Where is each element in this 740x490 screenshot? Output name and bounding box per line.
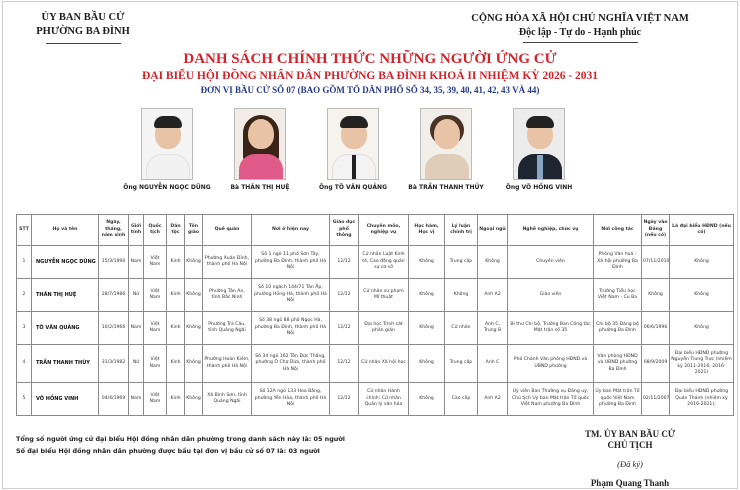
table-header-row xyxy=(17,215,734,246)
cell-workplace: Trường Tiểu học Việt Nam - Cu Ba xyxy=(594,279,642,312)
cell-degree: Không xyxy=(409,345,445,383)
cell-hdnd: Không xyxy=(670,312,734,345)
table-row xyxy=(17,383,734,416)
cell-hdnd: Đại biểu HĐND phường Nguyễn Trung Trực (nhiệm kỳ 2011-2016; 2016-2021) xyxy=(670,345,734,383)
cell-ethnicity: Kinh xyxy=(167,312,185,345)
cell-religion: Không xyxy=(185,345,203,383)
summary-total-candidates: Tổng số người ứng cử đại biểu Hội đồng nhân dân phường trong danh sách này là: 05 người xyxy=(16,435,345,443)
cell-education: 12/12 xyxy=(330,312,359,345)
cell-nationality: Việt Nam xyxy=(144,246,167,279)
col-header: Giáo dục phổ thông xyxy=(330,215,359,246)
col-header: Họ và tên xyxy=(32,215,99,246)
cell-hometown: Phường Hoàn Kiếm, thành phố Hà Nội xyxy=(203,345,252,383)
cell-degree: Không xyxy=(409,246,445,279)
cell-name: THÂN THỊ HUỆ xyxy=(32,279,99,312)
cell-degree: Không xyxy=(409,279,445,312)
candidate-photo xyxy=(141,108,193,180)
cell-residence: Số 38 ngõ 88 phố Ngọc Hà, phường Ba Đình, thành phố Hà Nội xyxy=(252,312,330,345)
cell-specialty: Cử nhân Xã hội học xyxy=(359,345,409,383)
nation-motto: Độc lập - Tự do - Hạnh phúc xyxy=(518,27,642,38)
signatory-name: Phạm Quang Thanh xyxy=(590,478,670,488)
cell-nationality: Việt Nam xyxy=(144,312,167,345)
cell-education: 12/12 xyxy=(330,246,359,279)
cell-gender: Nam xyxy=(129,383,144,416)
org-line-1: ỦY BAN BẦU CỬ xyxy=(41,12,125,23)
col-header: Nơi công tác xyxy=(594,215,642,246)
candidate-card xyxy=(215,108,305,191)
candidate-table xyxy=(16,214,734,416)
issuing-organization xyxy=(18,11,148,44)
cell-language: Anh A2 xyxy=(478,279,508,312)
table-row xyxy=(17,279,734,312)
cell-occupation: Bí thư Chi bộ, Trưởng Ban Công tác Mặt trận số 35 xyxy=(508,312,594,345)
candidate-summary xyxy=(16,433,345,457)
cell-education: 12/12 xyxy=(330,383,359,416)
candidate-photos xyxy=(110,108,630,203)
cell-workplace: Văn phòng HĐND và UBND phường Ba Đình xyxy=(594,345,642,383)
cell-gender: Nam xyxy=(129,312,144,345)
cell-religion: Không xyxy=(185,312,203,345)
cell-degree: Không xyxy=(409,312,445,345)
candidate-caption: Ông VÕ HỒNG VINH xyxy=(505,184,573,191)
cell-residence: Số 34 ngõ 162 Tôn Đức Thắng, phường Ô Chợ Dừa, thành phố Hà Nội xyxy=(252,345,330,383)
candidate-card xyxy=(122,108,212,191)
document-title xyxy=(0,50,740,97)
col-header: Quốc tịch xyxy=(144,215,167,246)
cell-stt: 4 xyxy=(17,345,32,383)
title-line-2: ĐẠI BIỂU HỘI ĐỒNG NHÂN DÂN PHƯỜNG BA ĐÌNH KHOÁ II NHIỆM KỲ 2026 - 2031 xyxy=(141,70,599,82)
cell-party-date: 07/11/2010 xyxy=(642,246,670,279)
col-header: STT xyxy=(17,215,32,246)
cell-workplace: Chi bộ 35 Đảng bộ phường Ba Đình xyxy=(594,312,642,345)
cell-hometown: Xã Bình Sơn, tỉnh Quảng Ngãi xyxy=(203,383,252,416)
cell-education: 12/12 xyxy=(330,345,359,383)
summary-seats: Số đại biểu Hội đồng nhân dân phường được bầu tại đơn vị bầu cử số 07 là: 03 người xyxy=(16,447,320,455)
table-row xyxy=(17,246,734,279)
cell-hdnd: Không xyxy=(670,279,734,312)
cell-gender: Nam xyxy=(129,246,144,279)
cell-religion: Không xyxy=(185,279,203,312)
table-row xyxy=(17,312,734,345)
signature-title: CHỦ TỊCH xyxy=(607,440,653,450)
cell-language: Anh C xyxy=(478,345,508,383)
cell-politics: Trung cấp xyxy=(445,345,478,383)
cell-ethnicity: Kinh xyxy=(167,383,185,416)
nation-name: CỘNG HÒA XÃ HỘI CHỦ NGHĨA VIỆT NAM xyxy=(471,13,689,24)
candidate-photo xyxy=(420,108,472,180)
cell-hometown: Phường Xuân Đỉnh, thành phố Hà Nội xyxy=(203,246,252,279)
cell-stt: 5 xyxy=(17,383,32,416)
col-header: Nơi ở hiện nay xyxy=(252,215,330,246)
candidate-photo xyxy=(513,108,565,180)
cell-hdnd: Đại biểu HĐND phường Quán Thánh (nhiệm kỳ 2016-2021); xyxy=(670,383,734,416)
candidate-caption: Bà THÂN THỊ HUỆ xyxy=(230,184,290,191)
candidate-caption: Bà TRẦN THANH THỦY xyxy=(408,184,484,191)
col-header: Là đại biểu HĐND (nếu có) xyxy=(670,215,734,246)
cell-dob: 10/2/1966 xyxy=(99,312,129,345)
cell-specialty: Cử nhân sư phạm Mĩ thuật xyxy=(359,279,409,312)
cell-party-date: 02/11/2007 xyxy=(642,383,670,416)
title-line-1: DANH SÁCH CHÍNH THỨC NHỮNG NGƯỜI ỨNG CỬ xyxy=(183,51,557,67)
cell-party-date: 08/9/2009 xyxy=(642,345,670,383)
candidate-caption: Ông TÔ VĂN QUẢNG xyxy=(319,184,387,191)
col-header: Ngoại ngữ xyxy=(478,215,508,246)
title-line-3: ĐƠN VỊ BẦU CỬ SỐ 07 (BAO GỒM TỔ DÂN PHỐ SỐ 34, 35, 39, 40, 41, 42, 43 VÀ 44) xyxy=(200,85,540,95)
cell-occupation: Phó Chánh Văn phòng HĐND và UBND phường xyxy=(508,345,594,383)
cell-residence: Số 12A ngõ 133 Hoa Bằng, phường Yên Hòa, thành phố Hà Nội xyxy=(252,383,330,416)
cell-occupation: Uỷ viên Ban Thường vụ Đảng uỷ, Chủ tịch Uỷ ban Mặt trận Tổ quốc Việt Nam phường Ba Đình xyxy=(508,383,594,416)
cell-name: VÕ HỒNG VINH xyxy=(32,383,99,416)
cell-stt: 1 xyxy=(17,246,32,279)
cell-politics: Cao cấp xyxy=(445,383,478,416)
cell-residence: Số 10 ngách 144/71 Tân Ấp, phường Hồng Hà, thành phố Hà Nội xyxy=(252,279,330,312)
cell-gender: Nữ xyxy=(129,279,144,312)
cell-degree: Không xyxy=(409,383,445,416)
cell-dob: 31/3/1982 xyxy=(99,345,129,383)
cell-language: Anh C, Trung B xyxy=(478,312,508,345)
cell-dob: 04/4/1969 xyxy=(99,383,129,416)
cell-workplace: Ủy ban Mặt trận Tổ quốc Việt Nam phường Ba Đình xyxy=(594,383,642,416)
col-header: Dân tộc xyxy=(167,215,185,246)
cell-ethnicity: Kinh xyxy=(167,345,185,383)
cell-specialty: Cử nhân Hành chính; Cử nhân Quản lý văn hóa xyxy=(359,383,409,416)
org-line-2: PHƯỜNG BA ĐÌNH xyxy=(36,26,130,37)
cell-language: Không xyxy=(478,246,508,279)
cell-religion: Không xyxy=(185,246,203,279)
cell-name: TÔ VĂN QUẢNG xyxy=(32,312,99,345)
cell-ethnicity: Kinh xyxy=(167,246,185,279)
cell-hometown: Phường Tân An, tỉnh Bắc Ninh xyxy=(203,279,252,312)
cell-hometown: Phường Trà Câu, tỉnh Quảng Ngãi xyxy=(203,312,252,345)
cell-ethnicity: Kinh xyxy=(167,279,185,312)
col-header: Ngày, tháng, năm sinh xyxy=(99,215,129,246)
cell-nationality: Việt Nam xyxy=(144,345,167,383)
candidate-card xyxy=(401,108,491,191)
cell-religion: Không xyxy=(185,383,203,416)
candidate-photo xyxy=(234,108,286,180)
cell-gender: Nữ xyxy=(129,345,144,383)
motto-underline xyxy=(523,42,638,43)
cell-politics: Không xyxy=(445,279,478,312)
col-header: Giới tính xyxy=(129,215,144,246)
cell-occupation: Giáo viên xyxy=(508,279,594,312)
cell-name: TRẦN THANH THÙY xyxy=(32,345,99,383)
col-header: Tôn giáo xyxy=(185,215,203,246)
cell-workplace: Phòng Văn hoá - Xã hội phường Ba Đình xyxy=(594,246,642,279)
col-header: Ngày vào Đảng (nếu có) xyxy=(642,215,670,246)
cell-dob: 15/3/1990 xyxy=(99,246,129,279)
candidate-photo xyxy=(327,108,379,180)
cell-nationality: Việt Nam xyxy=(144,383,167,416)
cell-party-date: Không xyxy=(642,279,670,312)
candidate-caption: Ông NGUYỄN NGỌC DŨNG xyxy=(123,184,211,191)
col-header: Học hàm, Học vị xyxy=(409,215,445,246)
cell-dob: 28/7/1986 xyxy=(99,279,129,312)
cell-stt: 2 xyxy=(17,279,32,312)
col-header: Quê quán xyxy=(203,215,252,246)
cell-politics: Trung cấp xyxy=(445,246,478,279)
col-header: Nghề nghiệp, chức vụ xyxy=(508,215,594,246)
cell-residence: Số 1 ngõ 11 phố Sơn Tây, phường Ba Đình, thành phố Hà Nội xyxy=(252,246,330,279)
col-header: Lý luận chính trị xyxy=(445,215,478,246)
cell-stt: 3 xyxy=(17,312,32,345)
candidate-card xyxy=(494,108,584,191)
signature-org: TM. ỦY BAN BẦU CỬ xyxy=(584,429,676,439)
cell-occupation: Chuyên viên xyxy=(508,246,594,279)
org-underline xyxy=(46,43,121,44)
cell-politics: Cử nhân xyxy=(445,312,478,345)
table-row xyxy=(17,345,734,383)
signature-block xyxy=(560,429,700,489)
national-header xyxy=(440,12,720,43)
cell-party-date: 06/6/1996 xyxy=(642,312,670,345)
cell-name: NGUYỄN NGỌC DŨNG xyxy=(32,246,99,279)
cell-language: Anh A2 xyxy=(478,383,508,416)
signature-status: (Đã ký) xyxy=(617,459,643,469)
cell-nationality: Việt Nam xyxy=(144,279,167,312)
cell-education: 12/12 xyxy=(330,279,359,312)
candidate-card xyxy=(308,108,398,191)
cell-specialty: Cử nhân Luật Kinh tế, Cao đẳng quân sự cơ sở xyxy=(359,246,409,279)
cell-hdnd: Không xyxy=(670,246,734,279)
cell-specialty: Đại học Trinh sát phản gián xyxy=(359,312,409,345)
col-header: Chuyên môn, nghiệp vụ xyxy=(359,215,409,246)
